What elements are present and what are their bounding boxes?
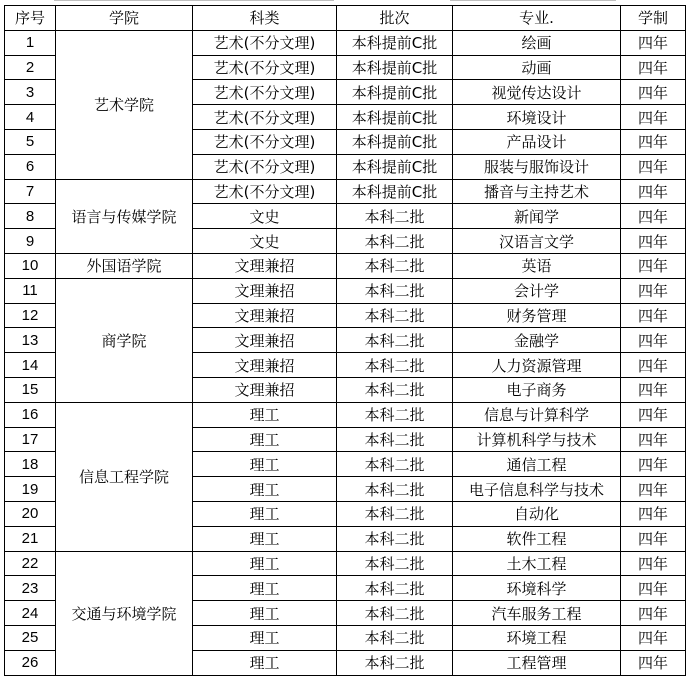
category-cell: 理工 <box>193 650 337 675</box>
category-cell: 理工 <box>193 576 337 601</box>
major-cell: 财务管理 <box>453 303 621 328</box>
major-cell: 通信工程 <box>453 452 621 477</box>
row-number: 3 <box>5 80 56 105</box>
major-cell: 工程管理 <box>453 650 621 675</box>
batch-cell: 本科提前C批 <box>337 80 453 105</box>
row-number: 6 <box>5 154 56 179</box>
row-number: 18 <box>5 452 56 477</box>
batch-cell: 本科二批 <box>337 353 453 378</box>
major-cell: 金融学 <box>453 328 621 353</box>
years-cell: 四年 <box>621 55 686 80</box>
category-cell: 文理兼招 <box>193 328 337 353</box>
years-cell: 四年 <box>621 278 686 303</box>
years-cell: 四年 <box>621 402 686 427</box>
category-cell: 文史 <box>193 204 337 229</box>
years-cell: 四年 <box>621 204 686 229</box>
years-cell: 四年 <box>621 427 686 452</box>
category-cell: 文理兼招 <box>193 353 337 378</box>
years-cell: 四年 <box>621 576 686 601</box>
row-number: 13 <box>5 328 56 353</box>
batch-cell: 本科提前C批 <box>337 179 453 204</box>
college-name: 交通与环境学院 <box>56 551 193 675</box>
batch-cell: 本科提前C批 <box>337 129 453 154</box>
row-number: 16 <box>5 402 56 427</box>
row-number: 22 <box>5 551 56 576</box>
major-cell: 环境工程 <box>453 625 621 650</box>
batch-cell: 本科二批 <box>337 452 453 477</box>
years-cell: 四年 <box>621 601 686 626</box>
category-cell: 理工 <box>193 526 337 551</box>
batch-cell: 本科提前C批 <box>337 30 453 55</box>
major-cell: 自动化 <box>453 501 621 526</box>
table-row <box>5 551 686 576</box>
years-cell: 四年 <box>621 179 686 204</box>
row-number: 17 <box>5 427 56 452</box>
header-category: 科类 <box>193 6 337 31</box>
category-cell: 文理兼招 <box>193 253 337 278</box>
category-cell: 文理兼招 <box>193 303 337 328</box>
batch-cell: 本科二批 <box>337 278 453 303</box>
row-number: 20 <box>5 501 56 526</box>
major-cell: 土木工程 <box>453 551 621 576</box>
batch-cell: 本科二批 <box>337 229 453 254</box>
row-number: 24 <box>5 601 56 626</box>
table-row <box>5 402 686 427</box>
major-cell: 产品设计 <box>453 129 621 154</box>
batch-cell: 本科二批 <box>337 576 453 601</box>
batch-cell: 本科二批 <box>337 650 453 675</box>
batch-cell: 本科二批 <box>337 253 453 278</box>
college-name: 商学院 <box>56 278 193 402</box>
category-cell: 文史 <box>193 229 337 254</box>
batch-cell: 本科二批 <box>337 402 453 427</box>
college-name: 信息工程学院 <box>56 402 193 551</box>
top-gridline <box>0 0 687 4</box>
years-cell: 四年 <box>621 501 686 526</box>
row-number: 8 <box>5 204 56 229</box>
category-cell: 文理兼招 <box>193 377 337 402</box>
category-cell: 理工 <box>193 427 337 452</box>
batch-cell: 本科提前C批 <box>337 55 453 80</box>
years-cell: 四年 <box>621 477 686 502</box>
major-cell: 计算机科学与技术 <box>453 427 621 452</box>
category-cell: 理工 <box>193 551 337 576</box>
years-cell: 四年 <box>621 625 686 650</box>
college-name: 艺术学院 <box>56 30 193 179</box>
major-cell: 播音与主持艺术 <box>453 179 621 204</box>
table-row <box>5 278 686 303</box>
table-body <box>5 30 686 675</box>
major-cell: 汉语言文学 <box>453 229 621 254</box>
major-cell: 动画 <box>453 55 621 80</box>
row-number: 1 <box>5 30 56 55</box>
major-cell: 环境设计 <box>453 105 621 130</box>
major-cell: 环境科学 <box>453 576 621 601</box>
category-cell: 艺术(不分文理) <box>193 80 337 105</box>
header-major: 专业. <box>453 6 621 31</box>
years-cell: 四年 <box>621 229 686 254</box>
batch-cell: 本科二批 <box>337 204 453 229</box>
header-no: 序号 <box>5 6 56 31</box>
years-cell: 四年 <box>621 80 686 105</box>
batch-cell: 本科提前C批 <box>337 105 453 130</box>
category-cell: 理工 <box>193 625 337 650</box>
row-number: 4 <box>5 105 56 130</box>
years-cell: 四年 <box>621 452 686 477</box>
row-number: 12 <box>5 303 56 328</box>
batch-cell: 本科二批 <box>337 303 453 328</box>
row-number: 23 <box>5 576 56 601</box>
college-name: 语言与传媒学院 <box>56 179 193 253</box>
major-cell: 会计学 <box>453 278 621 303</box>
category-cell: 文理兼招 <box>193 278 337 303</box>
row-number: 11 <box>5 278 56 303</box>
category-cell: 理工 <box>193 452 337 477</box>
category-cell: 理工 <box>193 402 337 427</box>
batch-cell: 本科二批 <box>337 328 453 353</box>
category-cell: 艺术(不分文理) <box>193 179 337 204</box>
years-cell: 四年 <box>621 30 686 55</box>
major-cell: 服装与服饰设计 <box>453 154 621 179</box>
years-cell: 四年 <box>621 303 686 328</box>
majors-table <box>4 5 686 676</box>
batch-cell: 本科二批 <box>337 601 453 626</box>
batch-cell: 本科二批 <box>337 377 453 402</box>
category-cell: 艺术(不分文理) <box>193 55 337 80</box>
years-cell: 四年 <box>621 650 686 675</box>
major-cell: 汽车服务工程 <box>453 601 621 626</box>
header-college: 学院 <box>56 6 193 31</box>
header-years: 学制 <box>621 6 686 31</box>
major-cell: 新闻学 <box>453 204 621 229</box>
years-cell: 四年 <box>621 353 686 378</box>
major-cell: 绘画 <box>453 30 621 55</box>
batch-cell: 本科二批 <box>337 625 453 650</box>
batch-cell: 本科二批 <box>337 551 453 576</box>
major-cell: 软件工程 <box>453 526 621 551</box>
major-cell: 人力资源管理 <box>453 353 621 378</box>
major-cell: 电子信息科学与技术 <box>453 477 621 502</box>
years-cell: 四年 <box>621 154 686 179</box>
years-cell: 四年 <box>621 129 686 154</box>
row-number: 10 <box>5 253 56 278</box>
major-cell: 英语 <box>453 253 621 278</box>
header-row <box>5 6 686 31</box>
row-number: 21 <box>5 526 56 551</box>
category-cell: 艺术(不分文理) <box>193 129 337 154</box>
header-batch: 批次 <box>337 6 453 31</box>
batch-cell: 本科二批 <box>337 427 453 452</box>
major-cell: 电子商务 <box>453 377 621 402</box>
major-cell: 信息与计算科学 <box>453 402 621 427</box>
row-number: 5 <box>5 129 56 154</box>
category-cell: 艺术(不分文理) <box>193 154 337 179</box>
table-row <box>5 179 686 204</box>
category-cell: 理工 <box>193 477 337 502</box>
table-row <box>5 253 686 278</box>
row-number: 7 <box>5 179 56 204</box>
major-cell: 视觉传达设计 <box>453 80 621 105</box>
table-row <box>5 30 686 55</box>
category-cell: 艺术(不分文理) <box>193 105 337 130</box>
row-number: 14 <box>5 353 56 378</box>
batch-cell: 本科提前C批 <box>337 154 453 179</box>
years-cell: 四年 <box>621 105 686 130</box>
years-cell: 四年 <box>621 253 686 278</box>
row-number: 2 <box>5 55 56 80</box>
batch-cell: 本科二批 <box>337 526 453 551</box>
batch-cell: 本科二批 <box>337 477 453 502</box>
college-name: 外国语学院 <box>56 253 193 278</box>
batch-cell: 本科二批 <box>337 501 453 526</box>
years-cell: 四年 <box>621 551 686 576</box>
category-cell: 艺术(不分文理) <box>193 30 337 55</box>
row-number: 19 <box>5 477 56 502</box>
row-number: 26 <box>5 650 56 675</box>
row-number: 9 <box>5 229 56 254</box>
years-cell: 四年 <box>621 328 686 353</box>
category-cell: 理工 <box>193 601 337 626</box>
row-number: 25 <box>5 625 56 650</box>
category-cell: 理工 <box>193 501 337 526</box>
years-cell: 四年 <box>621 377 686 402</box>
row-number: 15 <box>5 377 56 402</box>
years-cell: 四年 <box>621 526 686 551</box>
